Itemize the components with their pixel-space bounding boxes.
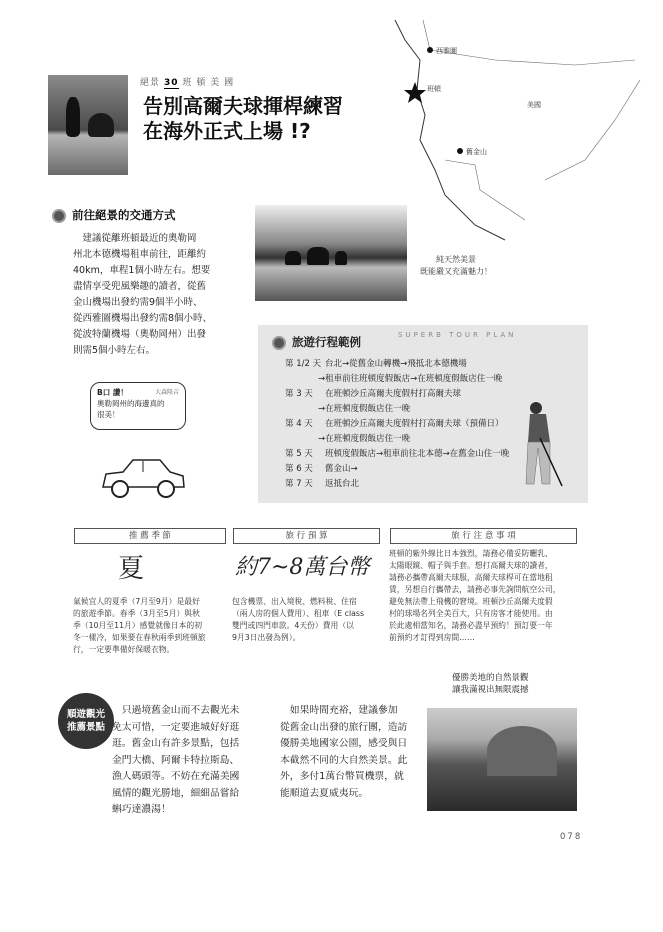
caption-line: 優勝美地的自然景觀 [452, 673, 529, 683]
traffic-line: 金山機場出發約需9個半小時、 [73, 297, 203, 308]
page-title [143, 94, 343, 144]
comment-bubble [90, 382, 186, 430]
caption-line: 讓我滿視出無限震撼 [452, 685, 529, 695]
recommend-line: 免太可惜，一定要進城好好逛 [112, 721, 240, 733]
season-line: 行，一定要準備好保暖衣物。 [73, 645, 175, 654]
recommend-line: 蝌巧達濃湯！ [112, 804, 171, 815]
golfer-photo [512, 398, 572, 490]
badge-line: 推薦景點 [66, 722, 105, 733]
map-outline [375, 20, 645, 245]
title-line-2: 在海外正式上場 !? [143, 119, 311, 143]
tab-notes: 旅 行 注 意 事 項 [390, 528, 577, 544]
yosemite-caption [452, 672, 529, 696]
itinerary-text: 在班頓沙丘高爾夫度假村打高爾夫球 [325, 389, 462, 399]
badge-line: 順遊觀光 [66, 709, 105, 720]
itinerary-heading [272, 334, 361, 350]
recommend-line: 如果時間充裕，建議參加 [289, 705, 398, 716]
itinerary-day: 第 6 天 [285, 464, 313, 474]
bullet-icon [52, 209, 66, 223]
notes-line: 賃，另想自行攜帶去，請務必事先詢問航空公司， [389, 585, 561, 594]
sea-stack-shape [66, 97, 80, 137]
traffic-line: 從西雅圖機場出發約需8個小時、 [73, 313, 213, 324]
recommend-line: 從舊金山出發的旅行團，造訪 [280, 721, 408, 733]
traffic-line: 則需5個小時左右。 [73, 345, 156, 356]
traffic-line: 40km，車程1個小時左右。想要 [73, 265, 211, 276]
notes-line: 請務必攜帶高爾夫球服，高爾夫球桿可在當地租 [389, 573, 553, 582]
season-line: 的旅遊季節。春季（3月至5月）與秋 [73, 609, 200, 618]
recommend-line: 能順道去夏威夷玩。 [280, 787, 369, 799]
notes-line: 於此處相當知名，請務必盡早預約！預訂要一年 [389, 621, 553, 630]
budget-line: 9月3日出發為例）。 [232, 633, 301, 642]
recommend-line: 風情的觀光勝地，細細品嘗給 [112, 787, 240, 799]
coast-photo [255, 205, 407, 301]
comment-text-line: 奧勒岡州的海邊真的 [97, 399, 165, 408]
car-illustration [98, 452, 188, 502]
sea-stack-shape [88, 113, 114, 137]
itinerary-day: 第 7 天 [285, 479, 313, 489]
traffic-line: 建議從離班頓最近的奧勒岡 [82, 233, 197, 244]
notes-line: 班頓的紫外線比日本強烈，請務必備妥防曬乳、 [389, 549, 553, 558]
yosemite-photo [427, 708, 577, 811]
notes-body [389, 548, 584, 644]
itinerary-row: →在班頓度假飯店住一晚 [318, 434, 411, 444]
recommend-line: 逛。舊金山有許多景點，包括 [112, 738, 240, 749]
half-dome-shape [487, 726, 557, 776]
crumb-prefix: 絕景 [140, 78, 161, 88]
crumb-number: 30 [164, 78, 179, 88]
itinerary-row: →在班頓度假飯店住一晚 [318, 404, 411, 414]
map-label-bandon: 班頓 [427, 85, 441, 93]
itinerary-row [285, 448, 509, 460]
season-big-text: 夏 [118, 554, 145, 584]
season-line: 冬一樣冷，如果要在春秋兩季到班頓旅 [73, 633, 206, 642]
itinerary-row [285, 418, 504, 430]
itinerary-day: 第 5 天 [285, 449, 313, 459]
traffic-heading-text: 前往絕景的交通方式 [72, 208, 176, 222]
notes-line: 村的球場名列全美百大，只有房客才能使用。由 [389, 609, 553, 618]
itinerary-day: 第 1/2 天 [285, 359, 322, 369]
budget-line: 包含機票、出入境稅、燃料稅、住宿 [232, 597, 357, 606]
recommend-line: 本截然不同的大自然美景。此 [280, 754, 408, 766]
recommend-line: 優勝美地國家公園，感受與日 [280, 738, 408, 749]
tab-season: 推 薦 季 節 [74, 528, 226, 544]
season-line: 氣候宜人的夏季（7月至9月）是最好 [73, 597, 200, 606]
recommend-line: 只過境舊金山而不去觀光未 [121, 705, 240, 716]
itinerary-text: 台北→從舊金山轉機→飛抵北本德機場 [325, 359, 467, 369]
itinerary-text: 班頓度假飯店→租車前往北本德→在舊金山住一晚 [325, 449, 510, 459]
like-badge: B口 讚！ [97, 388, 128, 397]
crumb-suffix: 班 頓 美 國 [182, 78, 235, 88]
itinerary-en-heading: SUPERB TOUR PLAN [398, 331, 517, 339]
rock-shape [307, 247, 329, 265]
bullet-icon [272, 336, 286, 350]
map-label-seattle: 西雅圖 [436, 47, 457, 55]
traffic-line: 盡情享受兜風樂趣的讀者，從舊 [73, 281, 207, 292]
title-line-1: 告別高爾夫球揮桿練習 [143, 94, 343, 118]
season-line: 季（10月至11月）感覺就像日本的初 [73, 621, 202, 630]
comment-author: 大森隆吉 [154, 389, 179, 396]
rock-shape [285, 251, 301, 265]
itinerary-text: 在班頓沙丘高爾夫度假村打高爾夫球（預備日） [325, 419, 504, 429]
map-label-usa: 美國 [527, 101, 541, 109]
traffic-heading [52, 207, 176, 223]
itinerary-day: 第 3 天 [285, 389, 313, 399]
comment-text-line: 很美！ [97, 410, 120, 419]
itinerary-heading-text: 旅遊行程範例 [292, 335, 361, 349]
rock-shape [335, 251, 347, 265]
budget-line: 雙門或四門車款。4天份）費用（以 [232, 621, 354, 630]
page-number: 078 [560, 832, 583, 842]
breadcrumb [140, 75, 234, 88]
recommend-line: 外，多付1萬台幣買機票，就 [280, 771, 404, 782]
notes-line: 太陽眼鏡、帽子與手套。想打高爾夫球的讀者， [389, 561, 553, 570]
recommend-badge [58, 693, 114, 749]
itinerary-text: 舊金山→ [325, 464, 358, 474]
coast-photo-caption [420, 254, 492, 278]
itinerary-row: →租車前往班頓度假飯店→在班頓度假飯店住一晚 [318, 374, 503, 384]
recommend-line: 漁人碼頭等。不妨在充滿美國 [112, 771, 240, 782]
recommend-left-text [112, 703, 272, 819]
recommend-right-text [280, 703, 425, 802]
itinerary-row [285, 358, 467, 370]
map-label-sf: 舊金山 [466, 148, 487, 156]
header-photo [48, 75, 128, 175]
caption-line: 既能嚴又充滿魅力！ [420, 267, 492, 276]
tab-budget: 旅 行 預 算 [233, 528, 380, 544]
budget-body [232, 596, 382, 644]
season-body [73, 596, 233, 656]
budget-big-text: 約7~8萬台幣 [235, 555, 370, 580]
itinerary-text: 返抵台北 [325, 479, 360, 489]
itinerary-row [285, 388, 461, 400]
budget-line: （兩人房的個人費用）、租車（E class [232, 609, 365, 618]
traffic-body [73, 231, 243, 359]
west-coast-map [375, 20, 645, 245]
itinerary-day: 第 4 天 [285, 419, 313, 429]
itinerary-row [285, 478, 359, 490]
caption-line: 純天然美景 [436, 255, 476, 264]
notes-line: 前預約才訂得到房間…… [389, 633, 475, 642]
traffic-line: 州北本德機場租車前往，距離約 [73, 249, 207, 260]
recommend-line: 金門大橋、阿爾卡特拉斯島、 [112, 754, 240, 766]
traffic-line: 從波特蘭機場（奧勒岡州）出發 [73, 329, 207, 340]
itinerary-row [285, 463, 358, 475]
notes-line: 避免無法帶上飛機的窘境。班頓沙丘高爾夫度假 [389, 597, 553, 606]
